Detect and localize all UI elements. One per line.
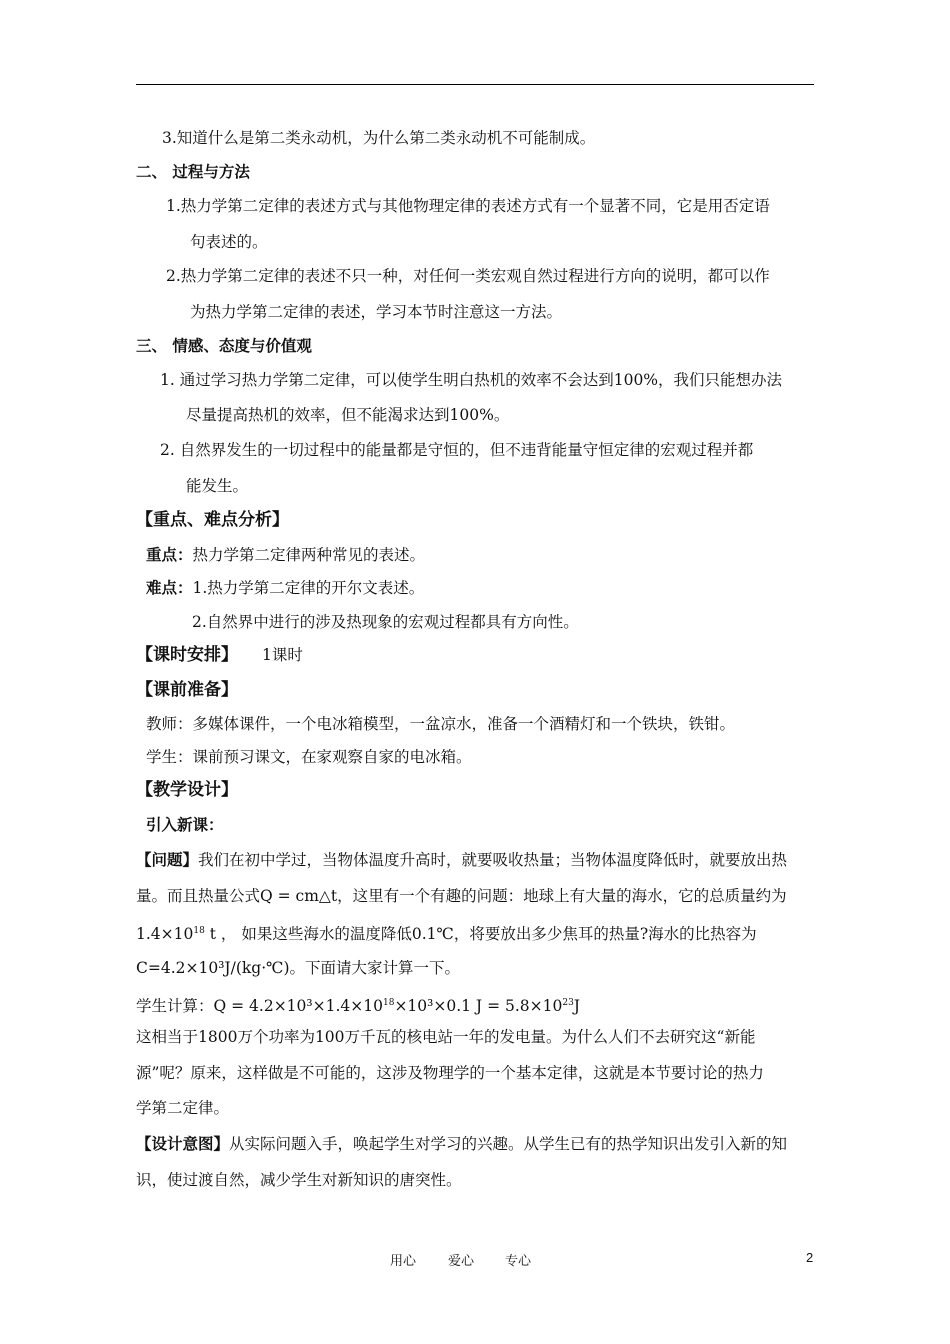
heading-key-points: 【重点、难点分析】: [136, 510, 289, 530]
question-line-2: 量。而且热量公式Q = cm△t，这里有一个有趣的问题：地球上有大量的海水，它的总质量约为: [136, 887, 787, 905]
objective-3: 3.知道什么是第二类永动机，为什么第二类永动机不可能制成。: [162, 129, 596, 147]
question-mass-exponent: 18: [193, 926, 205, 936]
attitude-item-1-cont: 尽量提高热机的效率，但不能渴求达到100%。: [186, 406, 510, 424]
footer-motto-1: 用心: [390, 1254, 417, 1269]
schedule-value: 1课时: [262, 646, 303, 664]
question-mass-base: 1.4×10: [136, 925, 194, 943]
design-intent-line-2: 识，使过渡自然，减少学生对新知识的唐突性。: [136, 1171, 462, 1189]
process-item-1: 1.热力学第二定律的表述方式与其他物理定律的表述方式有一个显著不同，它是用否定语: [166, 197, 770, 215]
footer-motto-2: 爱心: [448, 1254, 475, 1269]
calc-exponent-1: 18: [382, 998, 395, 1008]
student-calculation: [136, 993, 580, 1016]
attitude-item-1: 1. 通过学习热力学第二定律，可以使学生明白热机的效率不会达到100%，我们只能想办法: [160, 371, 783, 389]
difficult-point-text: 1.热力学第二定律的开尔文表述。: [192, 579, 425, 597]
difficult-point: [146, 578, 424, 598]
process-item-2: 2.热力学第二定律的表述不只一种，对任何一类宏观自然过程进行方向的说明，都可以作: [166, 267, 770, 285]
prep-student: 学生：课前预习课文，在家观察自家的电冰箱。: [146, 748, 472, 766]
process-item-1-cont: 句表述的。: [190, 233, 268, 251]
calc-part-2: ×10³×0.1 J = 5.8×10: [394, 997, 563, 1015]
calc-part-1: 学生计算：Q = 4.2×10³×1.4×10: [136, 997, 383, 1015]
equivalence-line-2: 源”呢？原来，这样做是不可能的，这涉及物理学的一个基本定律，这就是本节要讨论的热力: [136, 1064, 764, 1082]
schedule-label: 【课时安排】: [136, 645, 238, 665]
calc-exponent-2: 23: [562, 998, 574, 1008]
page-number: 2: [806, 1250, 814, 1265]
calc-part-3: J: [573, 997, 581, 1015]
section-heading-process: 二、 过程与方法: [136, 162, 250, 181]
question-mass-rest: t ， 如果这些海水的温度降低0.1℃，将要放出多少焦耳的热量?海水的比热容为: [204, 925, 757, 943]
intro-heading: 引入新课：: [146, 815, 224, 834]
design-intent-text: 从实际问题入手，唤起学生对学习的兴趣。从学生已有的热学知识出发引入新的知: [229, 1135, 788, 1153]
difficult-point-label: 难点：: [146, 578, 193, 597]
heading-design: 【教学设计】: [136, 780, 238, 800]
question-line-3: [136, 921, 757, 944]
footer-motto-3: 专心: [505, 1254, 532, 1269]
question-text: 我们在初中学过，当物体温度升高时，就要吸收热量；当物体温度降低时，就要放出热: [198, 851, 788, 869]
heading-schedule: [136, 645, 303, 665]
attitude-item-2: 2. 自然界发生的一切过程中的能量都是守恒的，但不违背能量守恒定律的宏观过程并都: [160, 441, 754, 459]
key-point-label: 重点：: [146, 545, 193, 564]
attitude-item-2-cont: 能发生。: [186, 477, 249, 495]
key-point: [146, 545, 425, 565]
section-heading-attitude: 三、 情感、态度与价值观: [136, 336, 312, 355]
heading-preparation: 【课前准备】: [136, 680, 238, 700]
header-rule: [136, 84, 814, 85]
process-item-2-cont: 为热力学第二定律的表述，学习本节时注意这一方法。: [190, 303, 563, 321]
key-point-text: 热力学第二定律两种常见的表述。: [192, 546, 426, 564]
design-intent-label: 【设计意图】: [136, 1134, 230, 1153]
equivalence-line-3: 学第二定律。: [136, 1099, 230, 1117]
equivalence-line-1: 这相当于1800万个功率为100万千瓦的核电站一年的发电量。为什么人们不去研究这“新能: [136, 1028, 756, 1046]
design-intent-line-1: [136, 1134, 787, 1154]
question-label: 【问题】: [136, 850, 199, 869]
difficult-point-2: 2.自然界中进行的涉及热现象的宏观过程都具有方向性。: [192, 613, 579, 631]
question-line-1: [136, 850, 787, 870]
prep-teacher: 教师：多媒体课件，一个电冰箱模型，一盆凉水，准备一个酒精灯和一个铁块，铁钳。: [146, 715, 736, 733]
question-line-4: C=4.2×10³J/(kg·℃)。下面请大家计算一下。: [136, 959, 461, 977]
